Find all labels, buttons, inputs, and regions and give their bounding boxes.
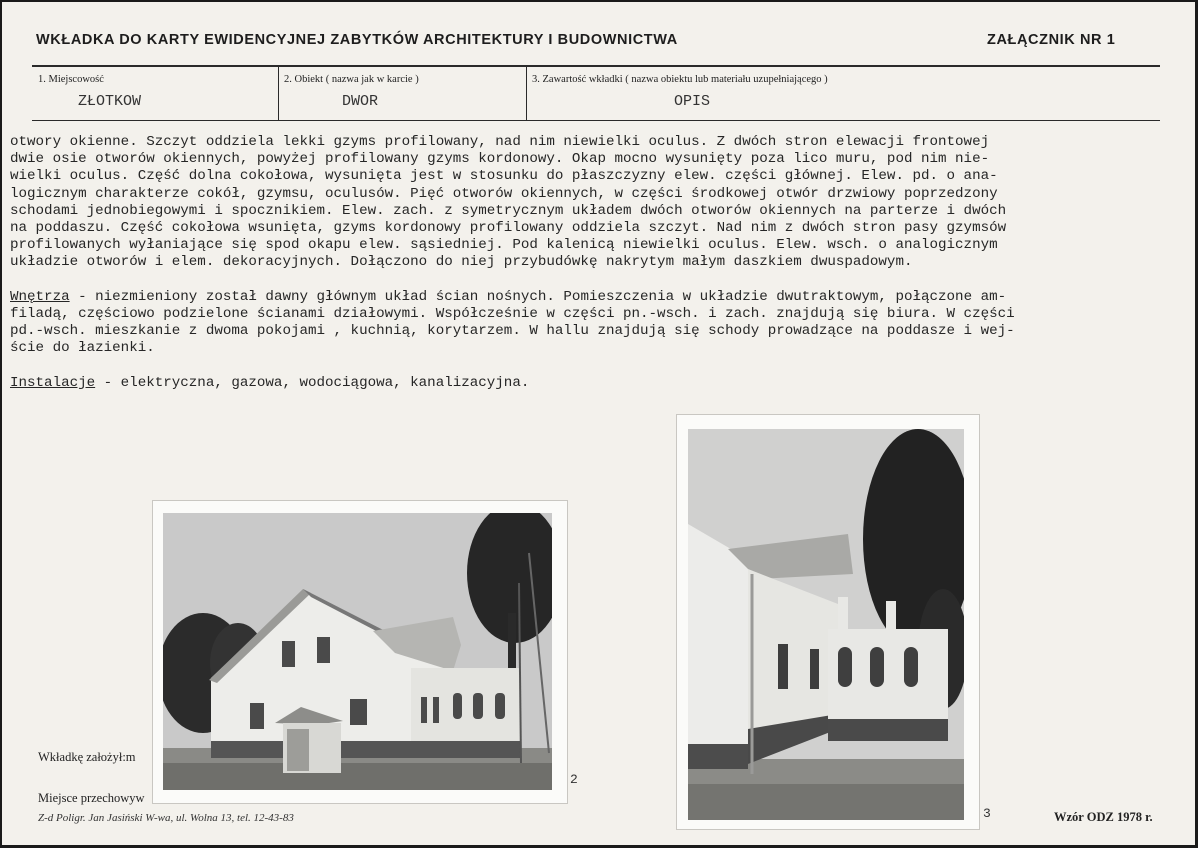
- installations-paragraph: Instalacje - elektryczna, gazowa, wodociągowa, kanalizacyjna.: [10, 374, 530, 391]
- form-title: WKŁADKA DO KARTY EWIDENCYJNEJ ZABYTKÓW ARCHITEKTURY I BUDOWNICTWA: [36, 32, 678, 48]
- content-value: OPIS: [674, 93, 711, 110]
- object-value: DWOR: [342, 93, 379, 110]
- form-template-number: Wzór ODZ 1978 r.: [1054, 810, 1153, 824]
- manor-photo-front: [163, 513, 552, 790]
- fields-bottom-rule: [32, 120, 1160, 121]
- locality-value: ZŁOTKOW: [78, 93, 142, 110]
- field-divider-1: [278, 67, 279, 120]
- storage-place-label: Miejsce przechowyw: [38, 791, 145, 805]
- interior-paragraph: Wnętrza - niezmieniony został dawny głównym układ ścian nośnych. Pomieszczenia w układzie dwutraktowym, połączone am- filadą, częściowo podzielone ścianami działowymi. Współcześnie w części pn.-wsch. i zach. znajdują się biura. W części pd.-wsch. mieszkanie z dwoma pokojami , kuchnią, korytarzem. W hallu znajdują się schody prowadzące na poddasze i wej- ście do łazienki.: [10, 288, 1015, 357]
- object-label: 2. Obiekt ( nazwa jak w karcie ): [284, 74, 419, 85]
- photo-number-3: 3: [983, 806, 991, 821]
- annex-number: ZAŁĄCZNIK NR 1: [987, 32, 1116, 48]
- top-rule: [32, 65, 1160, 67]
- locality-label: 1. Miejscowość: [38, 74, 104, 85]
- manor-photo-side: [688, 429, 964, 820]
- field-divider-2: [526, 67, 527, 120]
- printer-imprint: Z-d Poligr. Jan Jasiński W-wa, ul. Wolna 13, tel. 12-43-83: [38, 812, 294, 824]
- record-card: [2, 2, 1195, 845]
- content-label: 3. Zawartość wkładki ( nazwa obiektu lub materiału uzupełniającego ): [532, 74, 828, 85]
- installations-heading: Instalacje: [10, 374, 96, 391]
- description-text: [10, 134, 1195, 409]
- prepared-by-label: Wkładkę założył:m: [38, 750, 136, 764]
- interior-heading: Wnętrza: [10, 288, 70, 305]
- photo-number-2: 2: [570, 772, 578, 787]
- description-paragraph: otwory okienne. Szczyt oddziela lekki gzyms profilowany, nad nim niewielki oculus. Z dwóch stron elewacji frontowej dwie osie otworów okiennych, powyżej profilowany gzyms kordonowy. Okap mocno wysunięty poza lico muru, pod nim nie- wielki oculus. Część dolna cokołowa, wysunięta jest w stosunku do płaszczyzny elew. części głównej. Elew. pd. o ana- logicznym charakterze cokół, gzymsu, oculusów. Pięć otworów okiennych, w części środkowej otwór drzwiowy poprzedzony schodami jednobiegowymi i spocznikiem. Elew. zach. z symetrycznym układem dwóch otworów okiennych na parterze i dwóch na poddaszu. Część cokołowa wsunięta, gzyms kordonowy profilowany oddziela szczyt. Nad nim z dwóch stron pasy gzymsów profilowanych wyłaniające się spod okapu elew. sąsiedniej. Pod kalenicą niewielki oculus. Elew. wsch. o analogicznym układzie otworów i elem. dekoracyjnych. Dołączono do niej przybudówkę nakrytym małym daszkiem dwuspadowym.: [10, 134, 1007, 271]
